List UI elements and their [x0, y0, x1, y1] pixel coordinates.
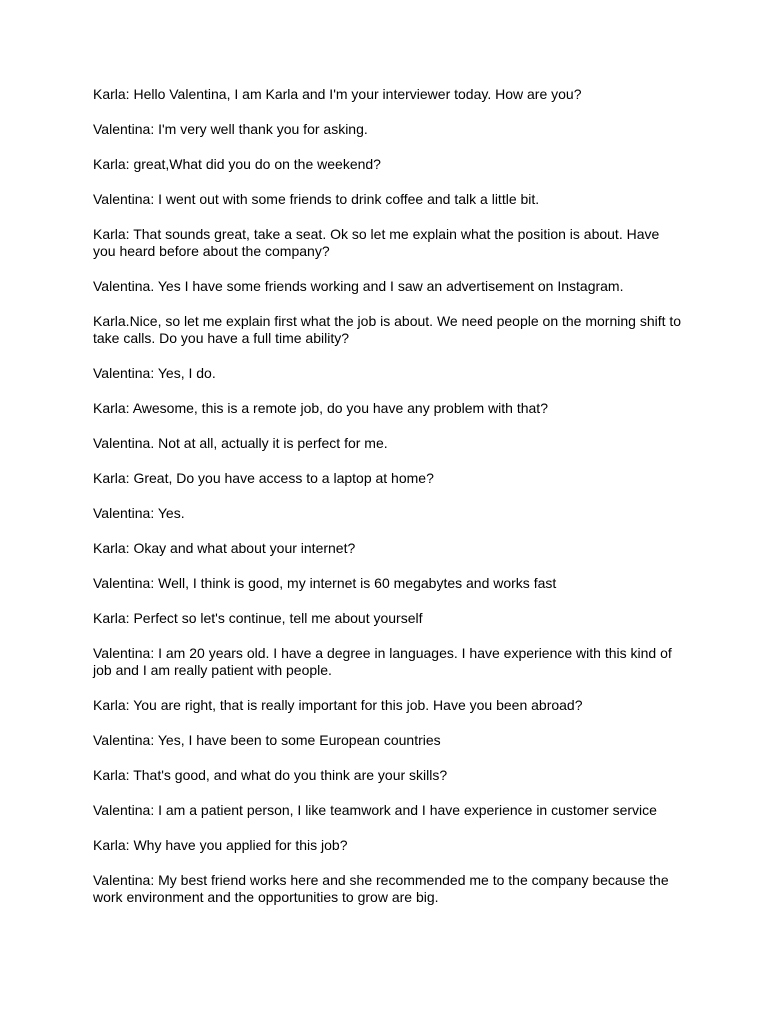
dialogue-line: Valentina. Yes I have some friends working and I saw an advertisement on Instagram.: [93, 278, 624, 294]
dialogue-line: Karla: You are right, that is really important for this job. Have you been abroad?: [93, 697, 583, 713]
dialogue-line: Valentina: I am 20 years old. I have a degree in languages. I have experience with this kind of job and I am really patient with people.: [93, 645, 672, 678]
dialogue-line: Valentina. Not at all, actually it is perfect for me.: [93, 435, 388, 451]
dialogue-line: Karla: Why have you applied for this job?: [93, 837, 348, 853]
dialogue-line: Valentina: My best friend works here and she recommended me to the company because the work environment and the opportunities to grow are big.: [93, 872, 669, 905]
document-page: [93, 86, 683, 924]
dialogue-line: Valentina: I went out with some friends to drink coffee and talk a little bit.: [93, 191, 540, 207]
dialogue-line: Valentina: I'm very well thank you for asking.: [93, 121, 368, 137]
dialogue-line: Karla.Nice, so let me explain first what the job is about. We need people on the morning shift to take calls. Do you have a full time ability?: [93, 313, 682, 346]
dialogue-line: Valentina: Yes, I do.: [93, 365, 216, 381]
dialogue-line: Karla: That sounds great, take a seat. Ok so let me explain what the position is about. Have you heard before about the company?: [93, 226, 660, 259]
dialogue-line: Valentina: I am a patient person, I like teamwork and I have experience in customer service: [93, 802, 657, 818]
dialogue-line: Karla: Great, Do you have access to a laptop at home?: [93, 470, 434, 486]
dialogue-line: Karla: Awesome, this is a remote job, do you have any problem with that?: [93, 400, 548, 416]
dialogue-line: Karla: Hello Valentina, I am Karla and I'm your interviewer today. How are you?: [93, 86, 582, 102]
dialogue-line: Valentina: Yes, I have been to some European countries: [93, 732, 441, 748]
dialogue-line: Karla: Okay and what about your internet?: [93, 540, 356, 556]
dialogue-line: Karla: Perfect so let's continue, tell me about yourself: [93, 610, 423, 626]
dialogue-line: Valentina: Well, I think is good, my internet is 60 megabytes and works fast: [93, 575, 557, 591]
dialogue-line: Valentina: Yes.: [93, 505, 185, 521]
dialogue-line: Karla: great,What did you do on the weekend?: [93, 156, 381, 172]
dialogue-line: Karla: That's good, and what do you think are your skills?: [93, 767, 448, 783]
